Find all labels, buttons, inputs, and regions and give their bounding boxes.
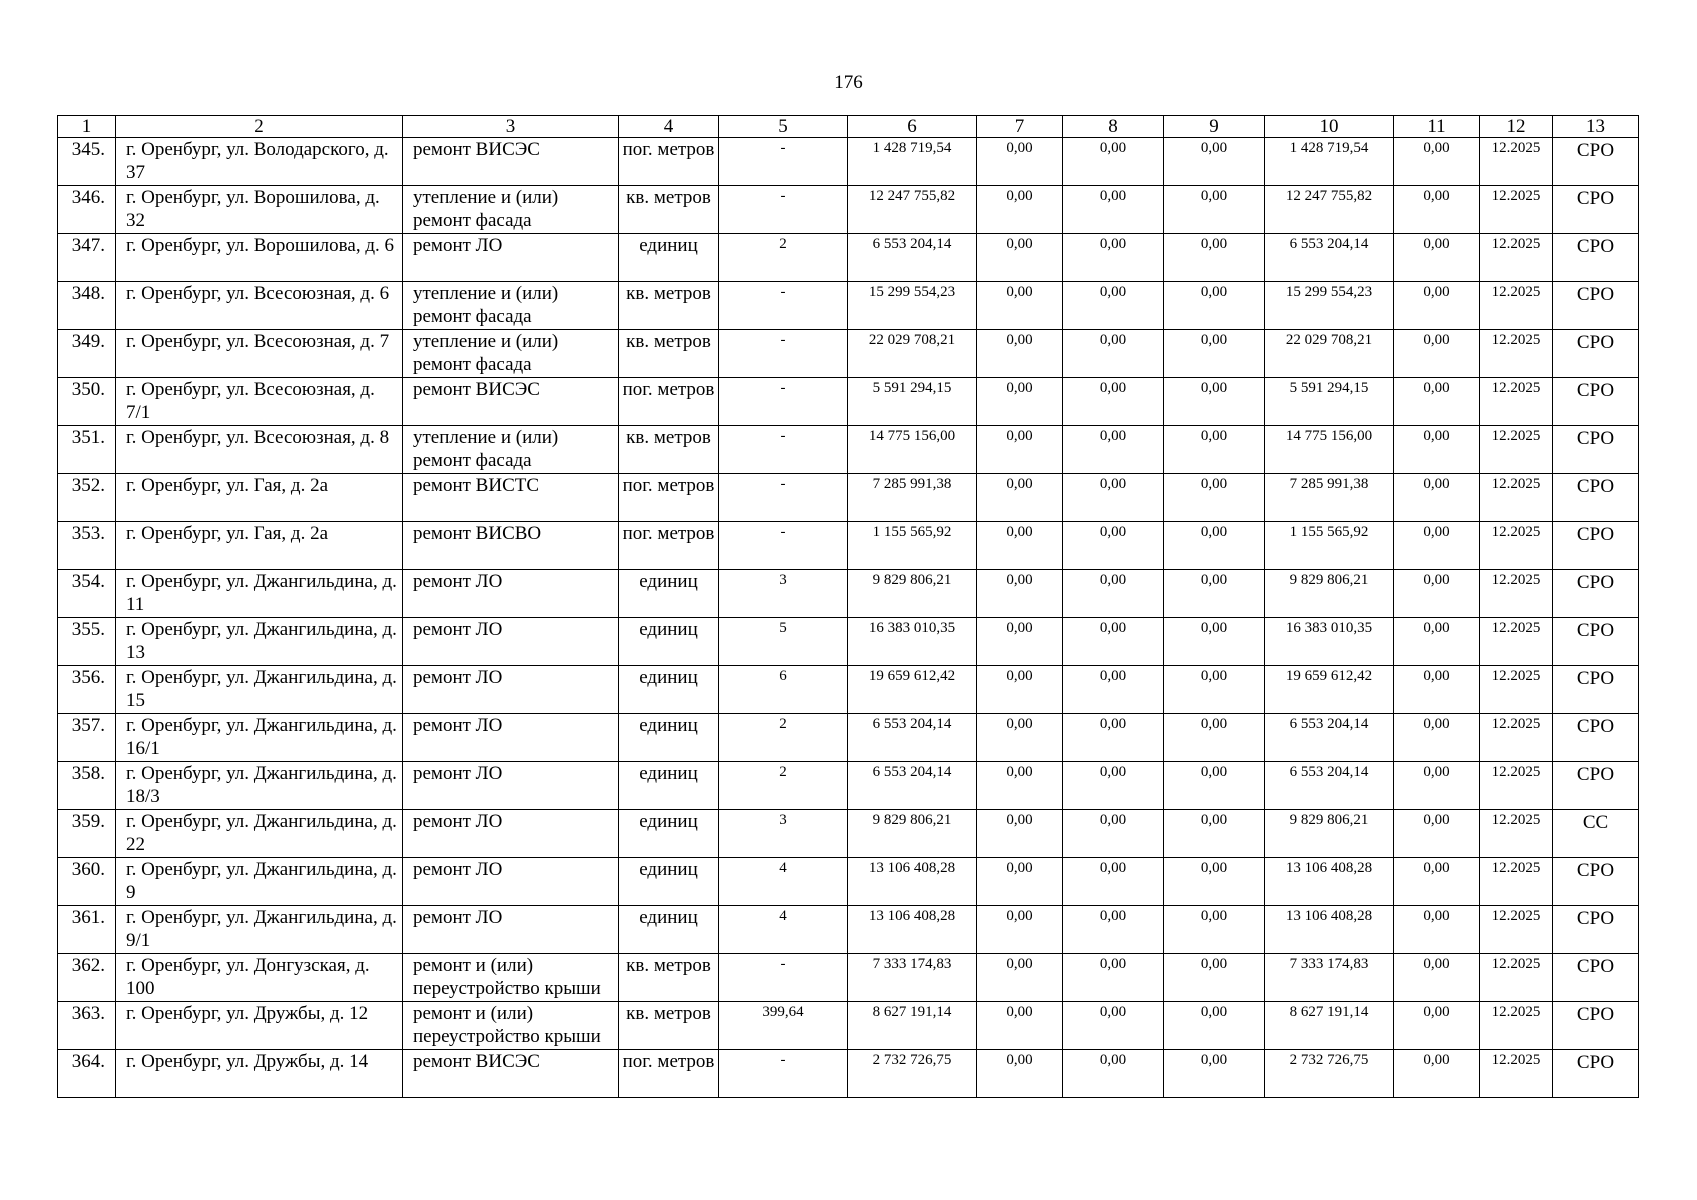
category-cell: СРО xyxy=(1553,474,1639,522)
completion-date-cell: 12.2025 xyxy=(1480,666,1553,714)
category-cell: СРО xyxy=(1553,858,1639,906)
col-8-cell: 0,00 xyxy=(1063,954,1164,1002)
address-cell: г. Оренбург, ул. Джангильдина, д. 9/1 xyxy=(116,906,403,954)
work-type-cell: ремонт ЛО xyxy=(403,858,619,906)
quantity-cell: 2 xyxy=(719,714,848,762)
row-number-cell: 345. xyxy=(58,138,116,186)
col-9-cell: 0,00 xyxy=(1164,906,1265,954)
category-cell: СРО xyxy=(1553,378,1639,426)
address-cell: г. Оренбург, ул. Всесоюзная, д. 6 xyxy=(116,282,403,330)
unit-cell: кв. метров xyxy=(619,1002,719,1050)
row-number-cell: 351. xyxy=(58,426,116,474)
row-number-cell: 346. xyxy=(58,186,116,234)
row-number-cell: 359. xyxy=(58,810,116,858)
col-7-cell: 0,00 xyxy=(977,282,1063,330)
col-9-cell: 0,00 xyxy=(1164,858,1265,906)
unit-cell: единиц xyxy=(619,234,719,282)
total-cost-cell: 8 627 191,14 xyxy=(848,1002,977,1050)
work-type-cell: ремонт ВИСЭС xyxy=(403,1050,619,1098)
row-number-cell: 362. xyxy=(58,954,116,1002)
completion-date-cell: 12.2025 xyxy=(1480,906,1553,954)
work-type-cell: ремонт ВИСЭС xyxy=(403,378,619,426)
address-cell: г. Оренбург, ул. Джангильдина, д. 16/1 xyxy=(116,714,403,762)
category-cell: СРО xyxy=(1553,570,1639,618)
total-cost-cell: 7 333 174,83 xyxy=(848,954,977,1002)
col-10-cell: 15 299 554,23 xyxy=(1265,282,1394,330)
category-cell: СРО xyxy=(1553,282,1639,330)
col-7-cell: 0,00 xyxy=(977,474,1063,522)
table-row xyxy=(58,810,1639,858)
address-cell: г. Оренбург, ул. Всесоюзная, д. 8 xyxy=(116,426,403,474)
column-header: 3 xyxy=(403,116,619,138)
col-9-cell: 0,00 xyxy=(1164,570,1265,618)
col-9-cell: 0,00 xyxy=(1164,234,1265,282)
quantity-cell: - xyxy=(719,138,848,186)
unit-cell: единиц xyxy=(619,666,719,714)
category-cell: СРО xyxy=(1553,954,1639,1002)
col-11-cell: 0,00 xyxy=(1394,954,1480,1002)
col-8-cell: 0,00 xyxy=(1063,1002,1164,1050)
work-type-cell: ремонт ЛО xyxy=(403,762,619,810)
completion-date-cell: 12.2025 xyxy=(1480,378,1553,426)
unit-cell: единиц xyxy=(619,906,719,954)
work-type-cell: ремонт ВИСВО xyxy=(403,522,619,570)
address-cell: г. Оренбург, ул. Джангильдина, д. 15 xyxy=(116,666,403,714)
work-type-cell: ремонт ЛО xyxy=(403,810,619,858)
unit-cell: кв. метров xyxy=(619,426,719,474)
unit-cell: единиц xyxy=(619,810,719,858)
col-7-cell: 0,00 xyxy=(977,810,1063,858)
table-row xyxy=(58,474,1639,522)
total-cost-cell: 13 106 408,28 xyxy=(848,858,977,906)
col-8-cell: 0,00 xyxy=(1063,762,1164,810)
completion-date-cell: 12.2025 xyxy=(1480,810,1553,858)
row-number-cell: 358. xyxy=(58,762,116,810)
col-8-cell: 0,00 xyxy=(1063,570,1164,618)
category-cell: СРО xyxy=(1553,618,1639,666)
total-cost-cell: 9 829 806,21 xyxy=(848,810,977,858)
table-row xyxy=(58,378,1639,426)
col-9-cell: 0,00 xyxy=(1164,618,1265,666)
row-number-cell: 360. xyxy=(58,858,116,906)
row-number-cell: 354. xyxy=(58,570,116,618)
unit-cell: единиц xyxy=(619,714,719,762)
quantity-cell: 2 xyxy=(719,762,848,810)
category-cell: СРО xyxy=(1553,522,1639,570)
col-11-cell: 0,00 xyxy=(1394,138,1480,186)
table-row xyxy=(58,714,1639,762)
column-header: 12 xyxy=(1480,116,1553,138)
quantity-cell: - xyxy=(719,954,848,1002)
total-cost-cell: 6 553 204,14 xyxy=(848,234,977,282)
col-10-cell: 13 106 408,28 xyxy=(1265,906,1394,954)
col-9-cell: 0,00 xyxy=(1164,810,1265,858)
total-cost-cell: 6 553 204,14 xyxy=(848,714,977,762)
category-cell: СРО xyxy=(1553,234,1639,282)
quantity-cell: - xyxy=(719,522,848,570)
col-10-cell: 19 659 612,42 xyxy=(1265,666,1394,714)
work-type-cell: ремонт ЛО xyxy=(403,714,619,762)
col-11-cell: 0,00 xyxy=(1394,426,1480,474)
category-cell: СРО xyxy=(1553,138,1639,186)
unit-cell: единиц xyxy=(619,858,719,906)
quantity-cell: 5 xyxy=(719,618,848,666)
address-cell: г. Оренбург, ул. Дружбы, д. 12 xyxy=(116,1002,403,1050)
col-9-cell: 0,00 xyxy=(1164,954,1265,1002)
column-header: 11 xyxy=(1394,116,1480,138)
completion-date-cell: 12.2025 xyxy=(1480,570,1553,618)
col-11-cell: 0,00 xyxy=(1394,186,1480,234)
col-11-cell: 0,00 xyxy=(1394,570,1480,618)
quantity-cell: 6 xyxy=(719,666,848,714)
category-cell: СРО xyxy=(1553,666,1639,714)
category-cell: СРО xyxy=(1553,714,1639,762)
table-row xyxy=(58,1002,1639,1050)
total-cost-cell: 19 659 612,42 xyxy=(848,666,977,714)
col-11-cell: 0,00 xyxy=(1394,618,1480,666)
column-header: 1 xyxy=(58,116,116,138)
column-header: 13 xyxy=(1553,116,1639,138)
work-type-cell: ремонт ЛО xyxy=(403,570,619,618)
total-cost-cell: 13 106 408,28 xyxy=(848,906,977,954)
col-8-cell: 0,00 xyxy=(1063,618,1164,666)
quantity-cell: - xyxy=(719,378,848,426)
table-row xyxy=(58,282,1639,330)
total-cost-cell: 12 247 755,82 xyxy=(848,186,977,234)
col-9-cell: 0,00 xyxy=(1164,1050,1265,1098)
col-7-cell: 0,00 xyxy=(977,330,1063,378)
quantity-cell: 4 xyxy=(719,858,848,906)
table-row xyxy=(58,1050,1639,1098)
table-row xyxy=(58,570,1639,618)
work-type-cell: ремонт ЛО xyxy=(403,666,619,714)
col-8-cell: 0,00 xyxy=(1063,906,1164,954)
quantity-cell: - xyxy=(719,186,848,234)
total-cost-cell: 1 428 719,54 xyxy=(848,138,977,186)
col-11-cell: 0,00 xyxy=(1394,378,1480,426)
col-10-cell: 1 155 565,92 xyxy=(1265,522,1394,570)
work-type-cell: утепление и (или) ремонт фасада xyxy=(403,426,619,474)
col-10-cell: 6 553 204,14 xyxy=(1265,762,1394,810)
col-8-cell: 0,00 xyxy=(1063,378,1164,426)
category-cell: СРО xyxy=(1553,186,1639,234)
col-9-cell: 0,00 xyxy=(1164,330,1265,378)
page-number: 176 xyxy=(834,72,863,93)
col-11-cell: 0,00 xyxy=(1394,858,1480,906)
row-number-cell: 350. xyxy=(58,378,116,426)
col-10-cell: 8 627 191,14 xyxy=(1265,1002,1394,1050)
column-header: 4 xyxy=(619,116,719,138)
quantity-cell: 399,64 xyxy=(719,1002,848,1050)
col-9-cell: 0,00 xyxy=(1164,666,1265,714)
table-row xyxy=(58,666,1639,714)
address-cell: г. Оренбург, ул. Джангильдина, д. 9 xyxy=(116,858,403,906)
col-9-cell: 0,00 xyxy=(1164,186,1265,234)
quantity-cell: - xyxy=(719,282,848,330)
column-header: 6 xyxy=(848,116,977,138)
address-cell: г. Оренбург, ул. Ворошилова, д. 6 xyxy=(116,234,403,282)
col-8-cell: 0,00 xyxy=(1063,474,1164,522)
address-cell: г. Оренбург, ул. Всесоюзная, д. 7 xyxy=(116,330,403,378)
category-cell: СРО xyxy=(1553,762,1639,810)
total-cost-cell: 15 299 554,23 xyxy=(848,282,977,330)
address-cell: г. Оренбург, ул. Джангильдина, д. 13 xyxy=(116,618,403,666)
col-9-cell: 0,00 xyxy=(1164,138,1265,186)
quantity-cell: 3 xyxy=(719,810,848,858)
category-cell: СС xyxy=(1553,810,1639,858)
column-header: 7 xyxy=(977,116,1063,138)
work-type-cell: ремонт и (или) переустройство крыши xyxy=(403,954,619,1002)
completion-date-cell: 12.2025 xyxy=(1480,282,1553,330)
row-number-cell: 352. xyxy=(58,474,116,522)
completion-date-cell: 12.2025 xyxy=(1480,618,1553,666)
col-10-cell: 9 829 806,21 xyxy=(1265,570,1394,618)
category-cell: СРО xyxy=(1553,906,1639,954)
quantity-cell: 2 xyxy=(719,234,848,282)
col-8-cell: 0,00 xyxy=(1063,858,1164,906)
col-7-cell: 0,00 xyxy=(977,858,1063,906)
col-8-cell: 0,00 xyxy=(1063,714,1164,762)
col-8-cell: 0,00 xyxy=(1063,522,1164,570)
column-number-row xyxy=(58,116,1639,138)
col-7-cell: 0,00 xyxy=(977,186,1063,234)
col-10-cell: 12 247 755,82 xyxy=(1265,186,1394,234)
col-8-cell: 0,00 xyxy=(1063,282,1164,330)
completion-date-cell: 12.2025 xyxy=(1480,138,1553,186)
column-header: 5 xyxy=(719,116,848,138)
completion-date-cell: 12.2025 xyxy=(1480,858,1553,906)
col-11-cell: 0,00 xyxy=(1394,906,1480,954)
col-9-cell: 0,00 xyxy=(1164,474,1265,522)
col-9-cell: 0,00 xyxy=(1164,426,1265,474)
col-11-cell: 0,00 xyxy=(1394,762,1480,810)
col-11-cell: 0,00 xyxy=(1394,1002,1480,1050)
quantity-cell: - xyxy=(719,330,848,378)
address-cell: г. Оренбург, ул. Джангильдина, д. 11 xyxy=(116,570,403,618)
col-11-cell: 0,00 xyxy=(1394,666,1480,714)
col-11-cell: 0,00 xyxy=(1394,282,1480,330)
col-9-cell: 0,00 xyxy=(1164,282,1265,330)
col-8-cell: 0,00 xyxy=(1063,234,1164,282)
row-number-cell: 348. xyxy=(58,282,116,330)
unit-cell: единиц xyxy=(619,570,719,618)
col-7-cell: 0,00 xyxy=(977,954,1063,1002)
col-11-cell: 0,00 xyxy=(1394,810,1480,858)
table-row xyxy=(58,234,1639,282)
completion-date-cell: 12.2025 xyxy=(1480,714,1553,762)
col-11-cell: 0,00 xyxy=(1394,330,1480,378)
col-11-cell: 0,00 xyxy=(1394,474,1480,522)
table-row xyxy=(58,138,1639,186)
col-10-cell: 5 591 294,15 xyxy=(1265,378,1394,426)
row-number-cell: 364. xyxy=(58,1050,116,1098)
table-row xyxy=(58,762,1639,810)
col-9-cell: 0,00 xyxy=(1164,762,1265,810)
completion-date-cell: 12.2025 xyxy=(1480,426,1553,474)
address-cell: г. Оренбург, ул. Ворошилова, д. 32 xyxy=(116,186,403,234)
repair-registry-table xyxy=(57,115,1639,1098)
work-type-cell: утепление и (или) ремонт фасада xyxy=(403,330,619,378)
unit-cell: пог. метров xyxy=(619,378,719,426)
col-10-cell: 7 333 174,83 xyxy=(1265,954,1394,1002)
completion-date-cell: 12.2025 xyxy=(1480,474,1553,522)
table-row xyxy=(58,858,1639,906)
address-cell: г. Оренбург, ул. Гая, д. 2а xyxy=(116,522,403,570)
unit-cell: пог. метров xyxy=(619,522,719,570)
col-10-cell: 6 553 204,14 xyxy=(1265,714,1394,762)
col-9-cell: 0,00 xyxy=(1164,522,1265,570)
completion-date-cell: 12.2025 xyxy=(1480,234,1553,282)
total-cost-cell: 16 383 010,35 xyxy=(848,618,977,666)
category-cell: СРО xyxy=(1553,1002,1639,1050)
category-cell: СРО xyxy=(1553,330,1639,378)
address-cell: г. Оренбург, ул. Володарского, д. 37 xyxy=(116,138,403,186)
row-number-cell: 356. xyxy=(58,666,116,714)
quantity-cell: - xyxy=(719,474,848,522)
address-cell: г. Оренбург, ул. Всесоюзная, д. 7/1 xyxy=(116,378,403,426)
category-cell: СРО xyxy=(1553,426,1639,474)
col-10-cell: 14 775 156,00 xyxy=(1265,426,1394,474)
work-type-cell: утепление и (или) ремонт фасада xyxy=(403,282,619,330)
work-type-cell: утепление и (или) ремонт фасада xyxy=(403,186,619,234)
col-7-cell: 0,00 xyxy=(977,426,1063,474)
col-7-cell: 0,00 xyxy=(977,762,1063,810)
work-type-cell: ремонт ЛО xyxy=(403,618,619,666)
column-header: 8 xyxy=(1063,116,1164,138)
unit-cell: кв. метров xyxy=(619,330,719,378)
table-row xyxy=(58,186,1639,234)
completion-date-cell: 12.2025 xyxy=(1480,1050,1553,1098)
work-type-cell: ремонт ВИСЭС xyxy=(403,138,619,186)
col-8-cell: 0,00 xyxy=(1063,666,1164,714)
total-cost-cell: 2 732 726,75 xyxy=(848,1050,977,1098)
category-cell: СРО xyxy=(1553,1050,1639,1098)
row-number-cell: 353. xyxy=(58,522,116,570)
col-9-cell: 0,00 xyxy=(1164,1002,1265,1050)
col-7-cell: 0,00 xyxy=(977,234,1063,282)
total-cost-cell: 7 285 991,38 xyxy=(848,474,977,522)
col-7-cell: 0,00 xyxy=(977,618,1063,666)
unit-cell: пог. метров xyxy=(619,138,719,186)
col-10-cell: 13 106 408,28 xyxy=(1265,858,1394,906)
unit-cell: пог. метров xyxy=(619,1050,719,1098)
address-cell: г. Оренбург, ул. Донгузская, д. 100 xyxy=(116,954,403,1002)
col-7-cell: 0,00 xyxy=(977,1050,1063,1098)
quantity-cell: - xyxy=(719,426,848,474)
completion-date-cell: 12.2025 xyxy=(1480,954,1553,1002)
row-number-cell: 347. xyxy=(58,234,116,282)
address-cell: г. Оренбург, ул. Джангильдина, д. 22 xyxy=(116,810,403,858)
col-7-cell: 0,00 xyxy=(977,570,1063,618)
row-number-cell: 363. xyxy=(58,1002,116,1050)
total-cost-cell: 14 775 156,00 xyxy=(848,426,977,474)
col-10-cell: 2 732 726,75 xyxy=(1265,1050,1394,1098)
table-row xyxy=(58,954,1639,1002)
col-7-cell: 0,00 xyxy=(977,714,1063,762)
column-header: 2 xyxy=(116,116,403,138)
col-10-cell: 1 428 719,54 xyxy=(1265,138,1394,186)
table-row xyxy=(58,906,1639,954)
address-cell: г. Оренбург, ул. Джангильдина, д. 18/3 xyxy=(116,762,403,810)
work-type-cell: ремонт ЛО xyxy=(403,234,619,282)
work-type-cell: ремонт и (или) переустройство крыши xyxy=(403,1002,619,1050)
col-11-cell: 0,00 xyxy=(1394,714,1480,762)
col-7-cell: 0,00 xyxy=(977,522,1063,570)
row-number-cell: 349. xyxy=(58,330,116,378)
completion-date-cell: 12.2025 xyxy=(1480,762,1553,810)
work-type-cell: ремонт ВИСТС xyxy=(403,474,619,522)
col-10-cell: 22 029 708,21 xyxy=(1265,330,1394,378)
completion-date-cell: 12.2025 xyxy=(1480,186,1553,234)
unit-cell: кв. метров xyxy=(619,954,719,1002)
col-10-cell: 9 829 806,21 xyxy=(1265,810,1394,858)
total-cost-cell: 22 029 708,21 xyxy=(848,330,977,378)
col-8-cell: 0,00 xyxy=(1063,330,1164,378)
col-10-cell: 7 285 991,38 xyxy=(1265,474,1394,522)
col-11-cell: 0,00 xyxy=(1394,522,1480,570)
unit-cell: кв. метров xyxy=(619,282,719,330)
total-cost-cell: 5 591 294,15 xyxy=(848,378,977,426)
table-row xyxy=(58,426,1639,474)
completion-date-cell: 12.2025 xyxy=(1480,330,1553,378)
table-row xyxy=(58,618,1639,666)
col-8-cell: 0,00 xyxy=(1063,138,1164,186)
column-header: 10 xyxy=(1265,116,1394,138)
col-7-cell: 0,00 xyxy=(977,138,1063,186)
unit-cell: единиц xyxy=(619,618,719,666)
col-8-cell: 0,00 xyxy=(1063,1050,1164,1098)
quantity-cell: 3 xyxy=(719,570,848,618)
col-7-cell: 0,00 xyxy=(977,906,1063,954)
col-8-cell: 0,00 xyxy=(1063,186,1164,234)
unit-cell: пог. метров xyxy=(619,474,719,522)
unit-cell: единиц xyxy=(619,762,719,810)
address-cell: г. Оренбург, ул. Дружбы, д. 14 xyxy=(116,1050,403,1098)
col-7-cell: 0,00 xyxy=(977,1002,1063,1050)
col-8-cell: 0,00 xyxy=(1063,426,1164,474)
col-10-cell: 6 553 204,14 xyxy=(1265,234,1394,282)
col-11-cell: 0,00 xyxy=(1394,1050,1480,1098)
col-10-cell: 16 383 010,35 xyxy=(1265,618,1394,666)
col-11-cell: 0,00 xyxy=(1394,234,1480,282)
total-cost-cell: 9 829 806,21 xyxy=(848,570,977,618)
completion-date-cell: 12.2025 xyxy=(1480,1002,1553,1050)
col-7-cell: 0,00 xyxy=(977,378,1063,426)
quantity-cell: 4 xyxy=(719,906,848,954)
completion-date-cell: 12.2025 xyxy=(1480,522,1553,570)
table-row xyxy=(58,522,1639,570)
unit-cell: кв. метров xyxy=(619,186,719,234)
quantity-cell: - xyxy=(719,1050,848,1098)
address-cell: г. Оренбург, ул. Гая, д. 2а xyxy=(116,474,403,522)
column-header: 9 xyxy=(1164,116,1265,138)
col-9-cell: 0,00 xyxy=(1164,714,1265,762)
col-9-cell: 0,00 xyxy=(1164,378,1265,426)
total-cost-cell: 1 155 565,92 xyxy=(848,522,977,570)
table-row xyxy=(58,330,1639,378)
col-8-cell: 0,00 xyxy=(1063,810,1164,858)
row-number-cell: 361. xyxy=(58,906,116,954)
row-number-cell: 355. xyxy=(58,618,116,666)
row-number-cell: 357. xyxy=(58,714,116,762)
total-cost-cell: 6 553 204,14 xyxy=(848,762,977,810)
work-type-cell: ремонт ЛО xyxy=(403,906,619,954)
col-7-cell: 0,00 xyxy=(977,666,1063,714)
